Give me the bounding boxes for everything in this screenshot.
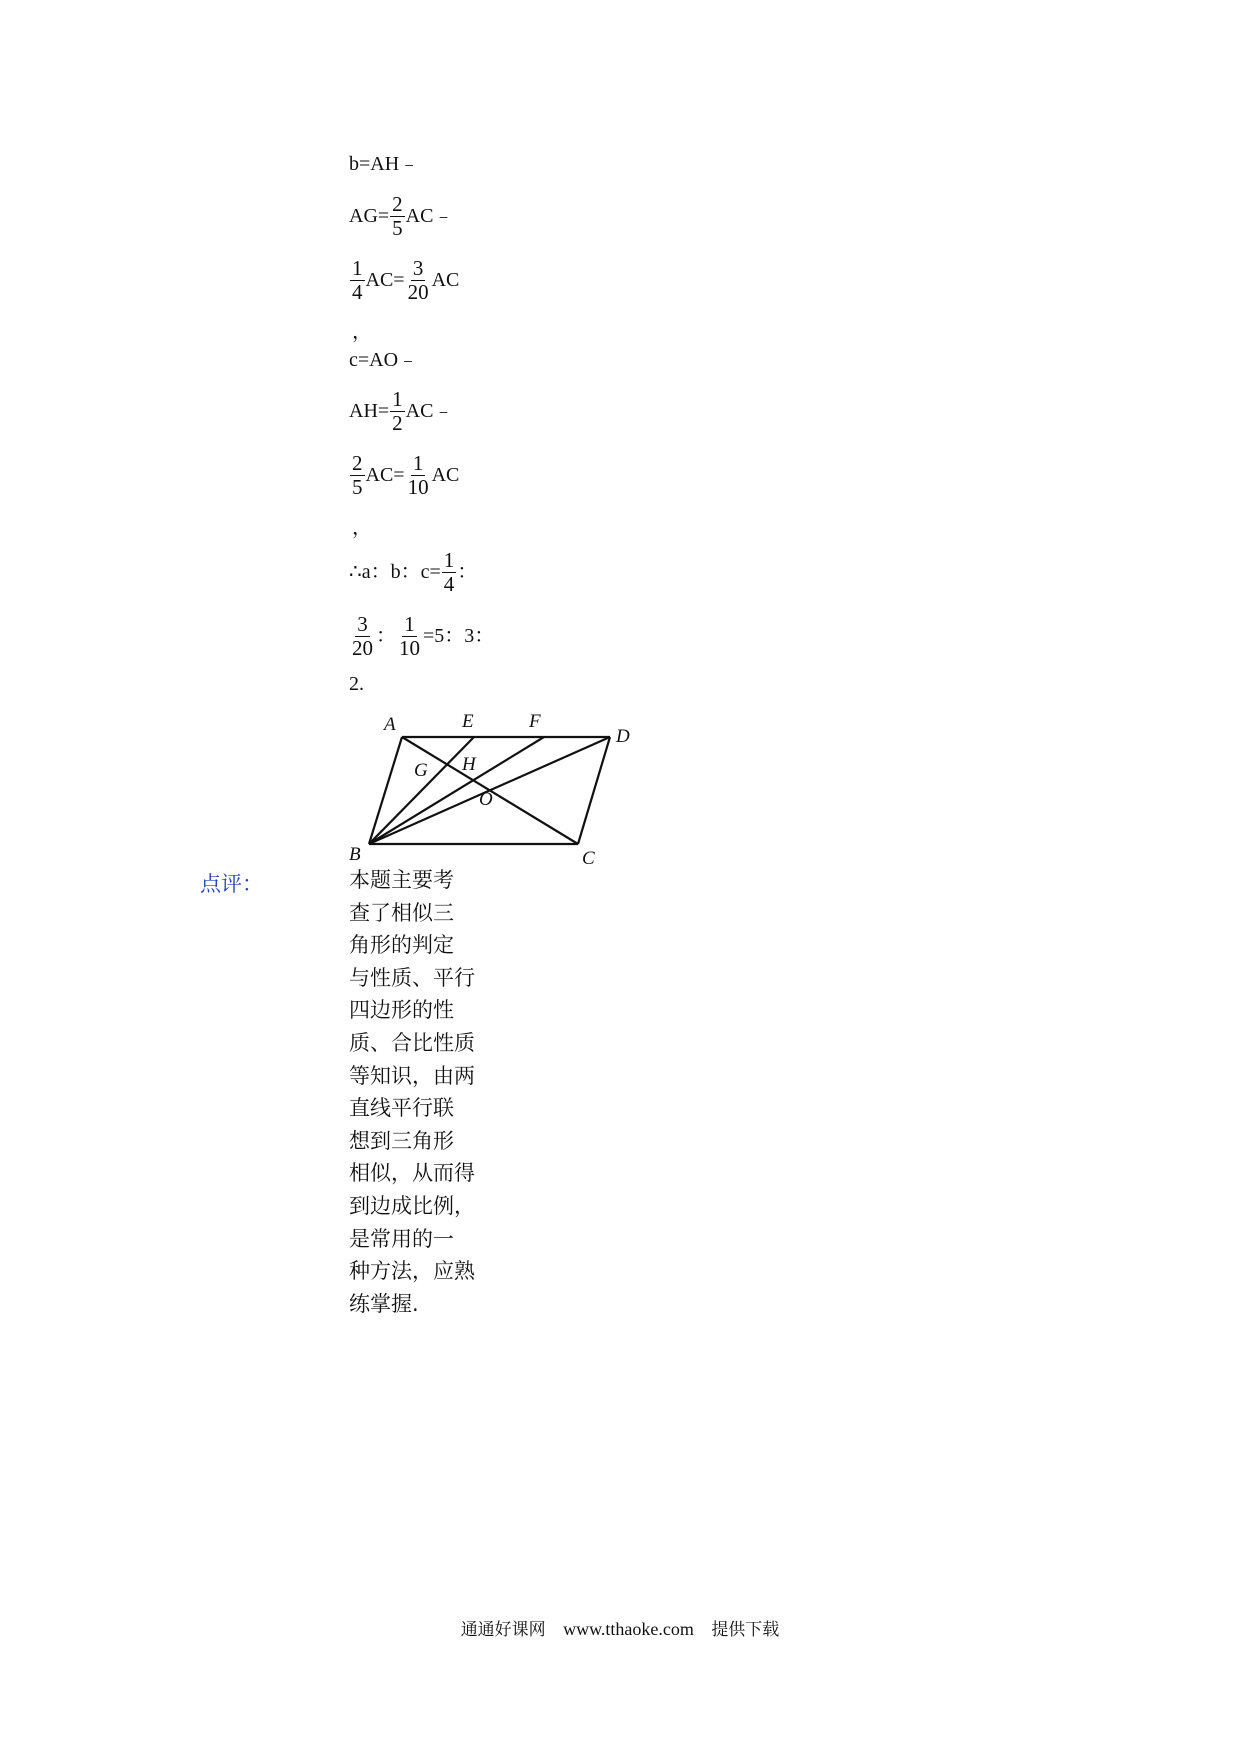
line-ratio-post: ： bbox=[457, 561, 478, 583]
denominator: 5 bbox=[392, 215, 403, 240]
numerator: 3 bbox=[357, 611, 368, 636]
item-number: 2. bbox=[349, 673, 364, 695]
footer-url[interactable]: www.tthaoke.com bbox=[563, 1619, 694, 1639]
parallelogram-figure bbox=[344, 700, 644, 870]
denominator: 4 bbox=[443, 571, 455, 596]
numerator: 3 bbox=[412, 255, 424, 280]
line-ratio2-post: =5：3： bbox=[423, 625, 495, 647]
denominator: 10 bbox=[407, 474, 429, 499]
comment-line: 相似，从而得 bbox=[349, 1161, 475, 1186]
line-ah-expression bbox=[349, 381, 453, 441]
denominator: 20 bbox=[352, 635, 373, 660]
comment-text bbox=[349, 864, 489, 1320]
numerator: 1 bbox=[392, 386, 403, 411]
comment-line: 到边成比例， bbox=[349, 1193, 475, 1218]
line-ratio2-mid: ： bbox=[376, 625, 396, 647]
line-b-result-mid: AC= bbox=[365, 269, 405, 291]
comment-label: 点评： bbox=[200, 872, 263, 896]
line-ag-post: AC﹣ bbox=[405, 205, 454, 227]
label-d: D bbox=[616, 726, 630, 747]
denominator: 5 bbox=[352, 474, 363, 499]
label-f: F bbox=[529, 711, 541, 732]
comment-line: 练掌握. bbox=[349, 1291, 419, 1316]
numerator: 1 bbox=[412, 450, 424, 475]
line-b-result-post: AC bbox=[431, 269, 460, 291]
line-c-result-expression bbox=[349, 445, 459, 505]
fraction bbox=[406, 452, 431, 499]
page-footer bbox=[0, 1615, 1240, 1640]
fraction bbox=[390, 388, 405, 435]
comment-line: 四边形的性 bbox=[349, 998, 454, 1023]
label-g: G bbox=[414, 760, 428, 781]
fraction bbox=[406, 257, 431, 304]
fraction bbox=[390, 193, 405, 240]
line-c-result-mid: AC= bbox=[365, 464, 405, 486]
comment-line: 本题主要考 bbox=[349, 868, 454, 892]
denominator: 4 bbox=[352, 279, 363, 304]
line-ratio-expression bbox=[349, 542, 477, 602]
line-ah-pre: AH= bbox=[349, 400, 390, 422]
fraction bbox=[350, 452, 365, 499]
denominator: 2 bbox=[392, 410, 403, 435]
denominator: 20 bbox=[407, 279, 429, 304]
footer-site-name: 通通好课网 bbox=[460, 1620, 546, 1640]
numerator: 2 bbox=[392, 191, 403, 216]
label-c: C bbox=[582, 848, 595, 869]
fraction bbox=[350, 257, 365, 304]
comment-line: 等知识，由两 bbox=[349, 1063, 475, 1088]
denominator: 10 bbox=[399, 635, 420, 660]
numerator: 1 bbox=[443, 547, 455, 572]
line-ratio2-expression bbox=[349, 606, 494, 666]
numerator: 1 bbox=[352, 255, 363, 280]
comment-line: 质、合比性质 bbox=[349, 1030, 475, 1055]
line-c-expression bbox=[349, 348, 418, 372]
comment-line: 与性质、平行 bbox=[349, 965, 475, 990]
label-b: B bbox=[349, 844, 361, 865]
line-b-expression bbox=[349, 152, 419, 176]
comment-line: 查了相似三 bbox=[349, 900, 454, 925]
label-e: E bbox=[462, 711, 474, 732]
label-a: A bbox=[384, 714, 396, 735]
numerator: 1 bbox=[404, 611, 415, 636]
comment-line: 是常用的一 bbox=[349, 1226, 454, 1251]
comment-line: 直线平行联 bbox=[349, 1096, 454, 1121]
line-ag-expression bbox=[349, 186, 453, 246]
numerator: 2 bbox=[352, 450, 363, 475]
comma-1: ， bbox=[352, 321, 372, 343]
label-o: O bbox=[479, 789, 493, 810]
line-b-result-expression bbox=[349, 250, 459, 310]
comment-line: 角形的判定 bbox=[349, 933, 454, 958]
line-ag-pre: AG= bbox=[349, 205, 390, 227]
line-b-text: b=AH﹣ bbox=[349, 153, 420, 175]
comment-line: 种方法，应熟 bbox=[349, 1259, 475, 1284]
line-c-result-post: AC bbox=[431, 464, 460, 486]
segment-dc bbox=[578, 737, 610, 844]
line-ratio-pre: ∴a：b：c= bbox=[349, 561, 441, 583]
fraction bbox=[350, 613, 375, 660]
comment-line: 想到三角形 bbox=[349, 1128, 454, 1153]
label-h: H bbox=[462, 754, 476, 775]
fraction bbox=[397, 613, 422, 660]
line-ah-post: AC﹣ bbox=[405, 400, 454, 422]
comma-2: ， bbox=[352, 517, 372, 539]
fraction bbox=[442, 549, 457, 596]
footer-provide-text: 提供下载 bbox=[711, 1620, 780, 1640]
line-c-text: c=AO﹣ bbox=[349, 349, 419, 371]
segment-bf bbox=[369, 737, 544, 844]
